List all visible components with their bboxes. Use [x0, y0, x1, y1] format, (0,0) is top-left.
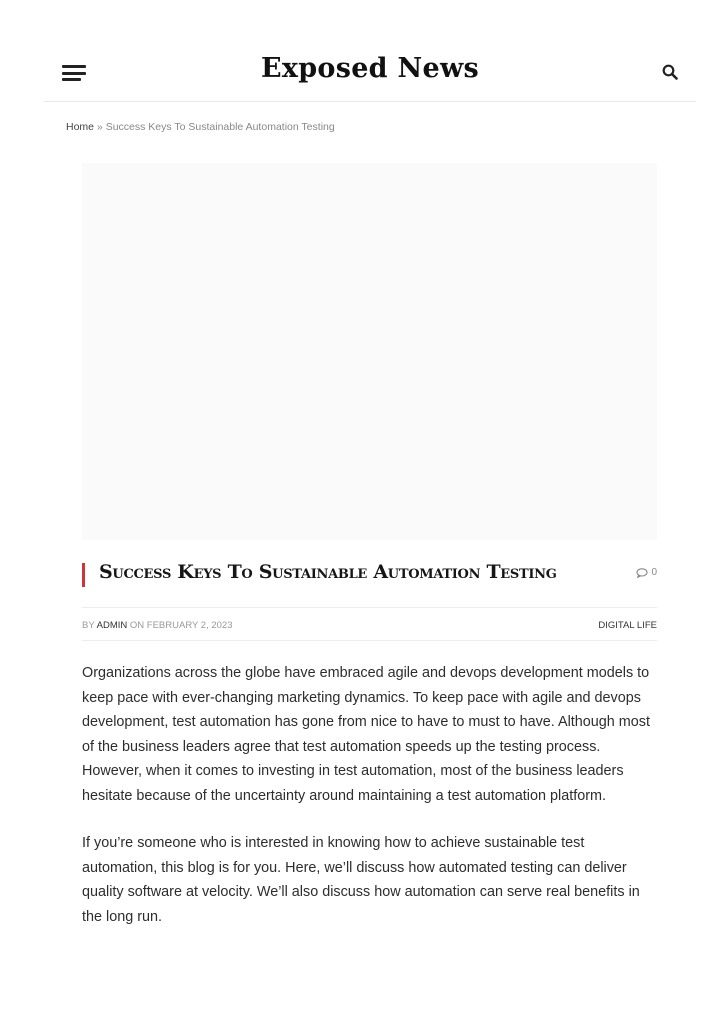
featured-image-placeholder — [82, 163, 657, 540]
site-header — [44, 40, 696, 102]
search-icon[interactable] — [662, 64, 678, 80]
byline-on: ON — [127, 620, 147, 631]
breadcrumb-home-link[interactable]: Home — [66, 121, 95, 133]
post-content — [82, 661, 660, 952]
breadcrumb-current: Success Keys To Sustainable Automation Testing — [105, 121, 335, 133]
breadcrumb — [66, 121, 335, 133]
breadcrumb-separator: » — [94, 121, 106, 133]
post-date: FEBRUARY 2, 2023 — [146, 620, 233, 631]
content-paragraph: If you’re someone who is interested in knowing how to achieve sustainable test automation, this blog is for you. Here, we’ll discuss how automated testing can deliver quality software at velocity. We’ll also discuss how automation can serve real benefits in the long run. — [82, 835, 640, 925]
site-logo[interactable]: Exposed News — [260, 53, 480, 84]
author-link[interactable]: ADMIN — [96, 620, 128, 631]
post-title-row — [82, 561, 657, 589]
byline-by: BY — [82, 620, 97, 631]
comments-link[interactable] — [636, 567, 657, 578]
comment-count: 0 — [651, 567, 657, 578]
post-title: Success Keys To Sustainable Automation Testing — [99, 561, 557, 583]
content-paragraph: Organizations across the globe have embraced agile and devops development models to keep pace with ever-changing marketing dynamics. To keep pace with agile and devops development, test automation has gone from nice to have to must to have. Although most of the business leaders agree that test automation speeds up the testing process. However, when it comes to investing in test automation, most of the business leaders hesitate because of the uncertainty around maintaining a test automation platform. — [82, 665, 650, 804]
post-byline — [82, 620, 233, 631]
post-meta — [82, 607, 657, 641]
comment-icon — [636, 568, 648, 578]
category-link[interactable]: DIGITAL LIFE — [598, 620, 657, 631]
title-accent-bar — [82, 563, 85, 587]
